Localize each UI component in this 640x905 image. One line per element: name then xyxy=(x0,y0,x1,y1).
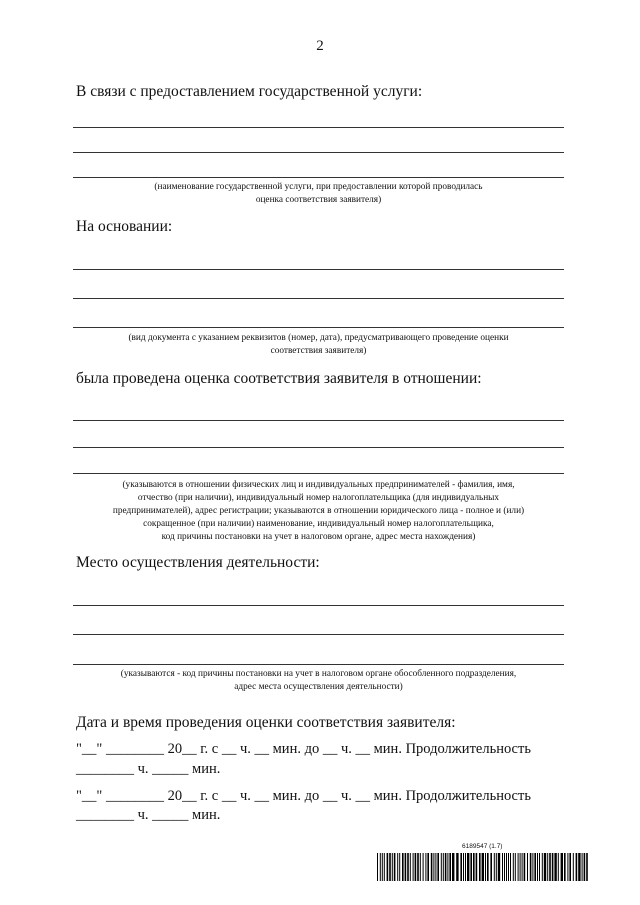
basis-line-2[interactable] xyxy=(73,298,564,299)
subject-line-1[interactable] xyxy=(73,420,564,421)
place-line-3[interactable] xyxy=(73,664,564,665)
place-note-line: адрес места осуществления деятельности) xyxy=(234,682,403,692)
page-number: 2 xyxy=(316,38,324,54)
basis-line-3[interactable] xyxy=(73,327,564,328)
place-heading: Место осуществления деятельности: xyxy=(76,554,320,571)
basis-heading: На основании: xyxy=(76,218,173,235)
barcode-id: 6189547 (1.7) xyxy=(462,843,503,850)
datetime-entry-2-line-1[interactable]: "__" ________ 20__ г. с __ ч. __ мин. до __ ч. __ мин. Продолжительность xyxy=(76,788,531,804)
subject-heading: была проведена оценка соответствия заявителя в отношении: xyxy=(76,370,482,387)
subject-note-line: сокращенное (при наличии) наименование, индивидуальный номер налогоплательщика, xyxy=(143,519,494,529)
barcode-area xyxy=(376,843,588,883)
subject-note-line: (указываются в отношении физических лиц и индивидуальных предпринимателей - фамилия, имя, xyxy=(122,480,515,490)
service-line-1[interactable] xyxy=(73,127,564,128)
barcode-icon xyxy=(376,853,588,881)
datetime-heading: Дата и время проведения оценки соответствия заявителя: xyxy=(76,714,456,731)
subject-note xyxy=(73,479,564,544)
subject-note-line: предпринимателей), адрес регистрации; указываются в отношении юридического лица - полное и (или) xyxy=(112,506,525,516)
service-note xyxy=(73,181,564,207)
basis-note-line: соответствия заявителя) xyxy=(270,346,367,356)
basis-line-1[interactable] xyxy=(73,269,564,270)
datetime-entry-1-line-2[interactable]: ________ ч. _____ мин. xyxy=(76,761,221,777)
place-note-line: (указываются - код причины постановки на учет в налоговом органе обособленного подразделения, xyxy=(120,669,517,679)
service-line-3[interactable] xyxy=(73,177,564,178)
datetime-entry-1-line-1[interactable]: "__" ________ 20__ г. с __ ч. __ мин. до __ ч. __ мин. Продолжительность xyxy=(76,741,531,757)
subject-line-2[interactable] xyxy=(73,447,564,448)
service-line-2[interactable] xyxy=(73,152,564,153)
subject-line-3[interactable] xyxy=(73,473,564,474)
subject-note-line: отчество (при наличии), индивидуальный номер налогоплательщика (для индивидуальных xyxy=(137,493,500,503)
place-line-1[interactable] xyxy=(73,605,564,606)
subject-note-line: код причины постановки на учет в налоговом органе, адрес места нахождения) xyxy=(161,532,476,542)
service-note-line: (наименование государственной услуги, при предоставлении которой проводилась xyxy=(154,182,483,192)
datetime-entry-2-line-2[interactable]: ________ ч. _____ мин. xyxy=(76,807,221,823)
place-line-2[interactable] xyxy=(73,634,564,635)
service-heading: В связи с предоставлением государственной услуги: xyxy=(76,83,423,100)
basis-note-line: (вид документа с указанием реквизитов (номер, дата), предусматривающего проведение оценки xyxy=(128,333,509,343)
service-note-line: оценка соответствия заявителя) xyxy=(255,195,382,205)
basis-note xyxy=(73,332,564,358)
place-note xyxy=(73,668,564,694)
